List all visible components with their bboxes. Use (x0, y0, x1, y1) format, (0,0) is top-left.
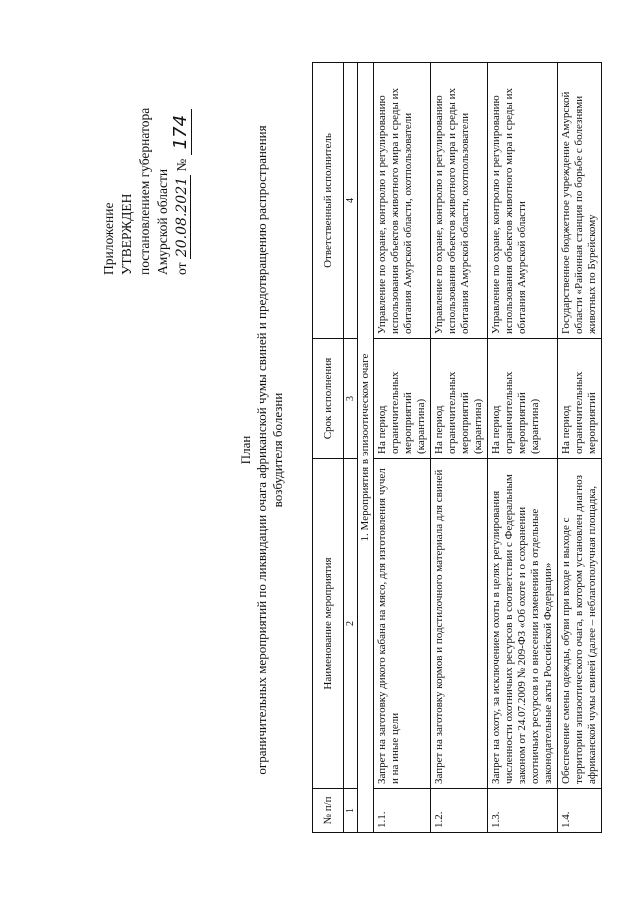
col-number: 3 (344, 339, 358, 459)
date-line (172, 55, 191, 275)
header-term: Срок исполнения (313, 339, 344, 459)
number-prefix: № (174, 158, 189, 172)
header-name: Наименование мероприятия (313, 459, 344, 789)
approval-stamp (100, 55, 191, 275)
col-number: 2 (344, 459, 358, 789)
table-row (488, 63, 558, 833)
header-num: № п/п (313, 789, 344, 833)
row-num: 1.4. (558, 789, 602, 833)
row-executor: Государственное бюджетное учреждение Амурской области «Районная станция по борьбе с болезнями животных по Бурейскому (558, 63, 602, 339)
table-row (374, 63, 431, 833)
row-executor: Управление по охране, контролю и регулированию использования объектов животного мира и среды их обитания Амурской области, охотпользователи (431, 63, 488, 339)
document-title (238, 65, 286, 835)
title-subject-cont: возбудителя болезни (270, 392, 285, 508)
region-label: Амурской области (155, 168, 170, 275)
row-name: Обеспечение смены одежды, обуви при входе и выходе с территории эпизоотического очага, в котором установлен диагноз африканской чумы свиней (далее – неблагополучная площадка, (558, 459, 602, 789)
col-number: 4 (344, 63, 358, 339)
row-name: Запрет на заготовку кормов и подстилочного материала для свиней (431, 459, 488, 789)
col-number: 1 (344, 789, 358, 833)
row-term: На период ограничительных мероприятий (карантина) (431, 339, 488, 459)
row-term: На период ограничительных мероприятий (карантина) (488, 339, 558, 459)
handwritten-number: 174 (170, 109, 192, 155)
row-num: 1.2. (431, 789, 488, 833)
row-name: Запрет на охоту, за исключением охоты в целях регулирования численности охотничьих ресурсов в соответствии с Федеральным законом от 24.07.2009 № 209-ФЗ «Об охоте и о сохранении охотничьих ресурсов и о внесении изменений в отдельные законодательные акты Российской Федерации» (488, 459, 558, 789)
header-row (313, 63, 344, 833)
title-plan: План (238, 435, 253, 465)
handwritten-date: 20.08.2021 (174, 176, 190, 258)
plan-table (312, 62, 602, 833)
table-row (431, 63, 488, 833)
row-term: На период ограничительных мероприятий (карантина) (374, 339, 431, 459)
date-prefix: от (174, 262, 189, 275)
section-title: 1. Мероприятия в эпизоотическом очаге (358, 63, 374, 833)
appendix-label: Приложение (101, 202, 116, 275)
table-row (558, 63, 602, 833)
approved-by-label: постановлением губернатора (137, 107, 152, 275)
header-executor: Ответственный исполнитель (313, 63, 344, 339)
row-name: Запрет на заготовку дикого кабана на мясо, для изготовления чучел и на иные цели (374, 459, 431, 789)
row-num: 1.1. (374, 789, 431, 833)
row-term: На период ограничительных мероприятий (558, 339, 602, 459)
title-subject: ограничительных мероприятий по ликвидации очага африканской чумы свиней и предотвращению распространения (254, 125, 269, 775)
row-num: 1.3. (488, 789, 558, 833)
approved-label: УТВЕРЖДЕН (119, 193, 134, 275)
column-numbers-row (344, 63, 358, 833)
row-executor: Управление по охране, контролю и регулированию использования объектов животного мира и среды их обитания Амурской области, охотпользователи (374, 63, 431, 339)
section-row (358, 63, 374, 833)
row-executor: Управление по охране, контролю и регулированию использования объектов животного мира и среды их обитания Амурской области (488, 63, 558, 339)
